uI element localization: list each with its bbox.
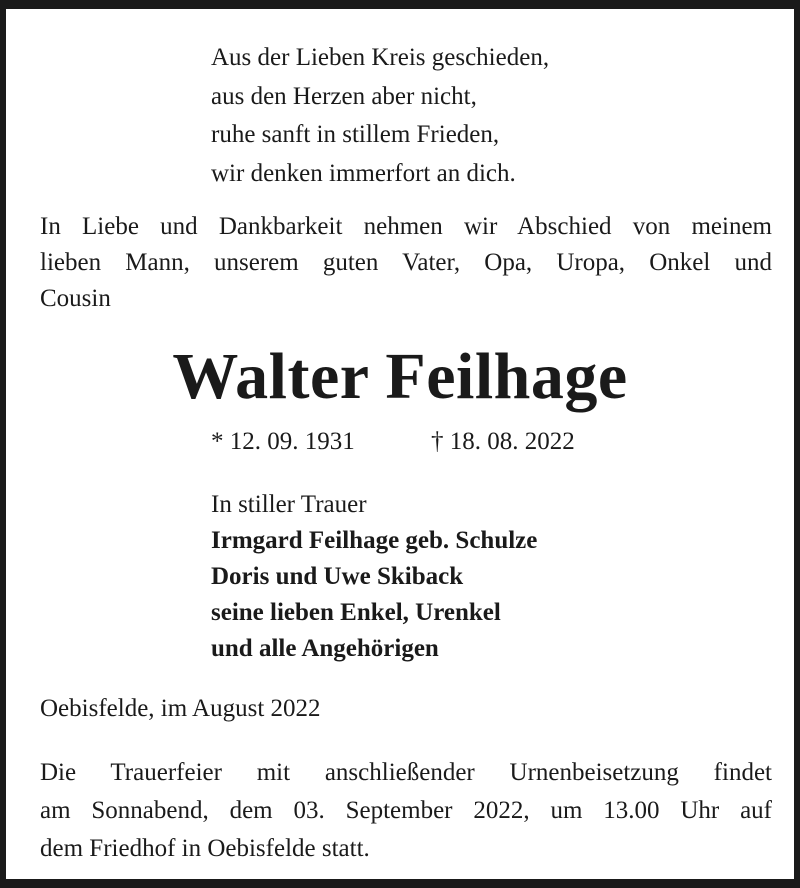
birth-date: * 12. 09. 1931 (211, 428, 355, 455)
poem-line: wir denken immerfort an dich. (211, 159, 516, 187)
notice-line: dem Friedhof in Oebisfelde statt. (40, 835, 370, 862)
farewell-intro (40, 209, 772, 317)
poem-line: ruhe sanft in stillem Frieden, (211, 121, 500, 148)
mourner-name: Doris und Uwe Skiback (211, 563, 464, 590)
intro-line: Cousin (40, 285, 111, 312)
intro-line: lieben Mann, unserem guten Vater, Opa, Uropa, Onkel und (40, 249, 772, 276)
place-and-date: Oebisfelde, im August 2022 (40, 695, 321, 722)
mourner-name: Irmgard Feilhage geb. Schulze (211, 527, 538, 554)
memorial-poem (211, 39, 549, 193)
mourners-heading: In stiller Trauer (211, 491, 367, 518)
notice-line: Die Trauerfeier mit anschließender Urnenbeisetzung findet (40, 759, 772, 786)
mourners-list (211, 487, 537, 667)
death-date: † 18. 08. 2022 (431, 428, 575, 455)
poem-line: Aus der Lieben Kreis geschieden, (211, 44, 550, 71)
deceased-name: Walter Feilhage (172, 340, 628, 413)
notice-line: am Sonnabend, dem 03. September 2022, um 13.00 Uhr auf (40, 797, 772, 824)
funeral-notice (40, 754, 772, 868)
intro-line: In Liebe und Dankbarkeit nehmen wir Abschied von meinem (40, 213, 772, 240)
poem-line: aus den Herzen aber nicht, (211, 82, 477, 110)
mourner-name: und alle Angehörigen (211, 635, 439, 662)
mourner-name: seine lieben Enkel, Urenkel (211, 599, 501, 626)
